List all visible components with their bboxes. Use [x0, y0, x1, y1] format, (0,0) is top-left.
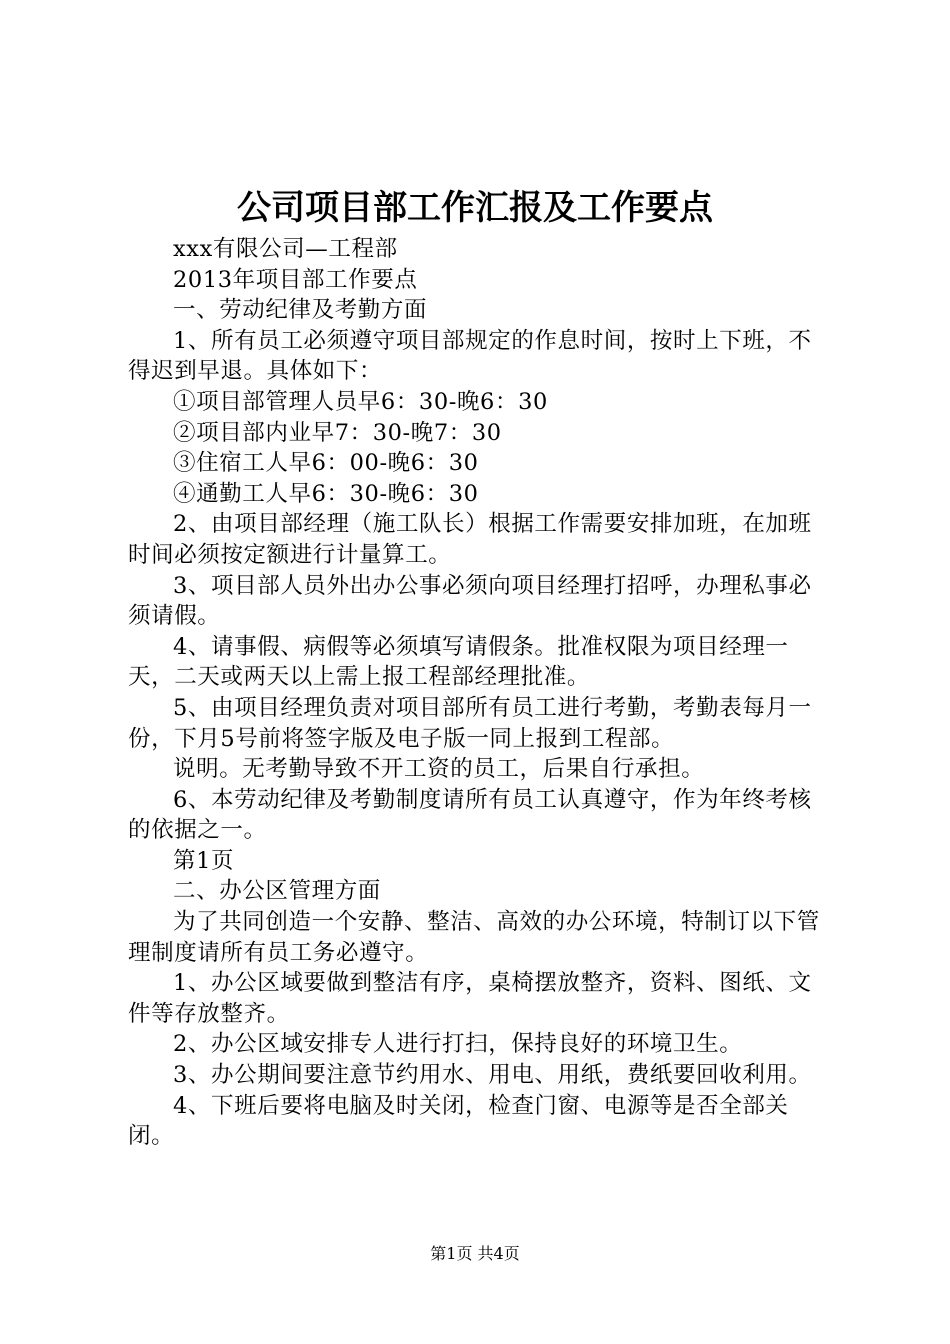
- paragraph-item: 6、本劳动纪律及考勤制度请所有员工认真遵守，作为年终考核的依据之一。: [128, 786, 812, 844]
- paragraph-year-heading: 2013年项目部工作要点: [173, 266, 418, 293]
- paragraph-item: 3、项目部人员外出办公事必须向项目经理打招呼，办理私事必须请假。: [128, 572, 812, 630]
- schedule-item: ③住宿工人早6：00-晚6：30: [173, 450, 479, 477]
- paragraph-intro: 为了共同创造一个安静、整洁、高效的办公环境，特制订以下管理制度请所有员工务必遵守。: [128, 909, 820, 966]
- paragraph-item: 5、由项目经理负责对项目部所有员工进行考勤，考勤表每月一份，下月5号前将签字版及电子版一同上报到工程部。: [128, 694, 812, 752]
- schedule-item: ①项目部管理人员早6：30-晚6：30: [173, 388, 548, 415]
- page-footer: 第1页 共4页: [430, 1244, 520, 1263]
- section-heading-2: 二、办公区管理方面: [173, 878, 381, 905]
- paragraph-item: 1、所有员工必须遵守项目部规定的作息时间，按时上下班，不得迟到早退。具体如下：: [128, 327, 812, 385]
- paragraph-company: xxx有限公司—工程部: [173, 236, 398, 262]
- paragraph-item: 2、由项目部经理（施工队长）根据工作需要安排加班，在加班时间必须按定额进行计量算工。: [128, 511, 812, 568]
- document-title: 公司项目部工作汇报及工作要点: [237, 188, 713, 228]
- schedule-item: ④通勤工人早6：30-晚6：30: [173, 480, 479, 507]
- section-heading-1: 一、劳动纪律及考勤方面: [173, 297, 428, 324]
- inline-page-marker: 第1页: [173, 847, 235, 874]
- paragraph-note: 说明。无考勤导致不开工资的员工，后果自行承担。: [173, 756, 705, 783]
- paragraph-item: 3、办公期间要注意节约用水、用电、用纸，费纸要回收利用。: [173, 1062, 812, 1089]
- document-body: [128, 234, 828, 1152]
- paragraph-item: 4、请事假、病假等必须填写请假条。批准权限为项目经理一天，二天或两天以上需上报工程部经理批准。: [128, 633, 789, 691]
- schedule-item: ②项目部内业早7：30-晚7：30: [173, 419, 502, 446]
- paragraph-item: 1、办公区域要做到整洁有序，桌椅摆放整齐，资料、图纸、文件等存放整齐。: [128, 970, 812, 1027]
- paragraph-item: 2、办公区域安排专人进行打扫，保持良好的环境卫生。: [173, 1031, 743, 1058]
- paragraph-item: 4、下班后要将电脑及时关闭，检查门窗、电源等是否全部关闭。: [128, 1092, 789, 1150]
